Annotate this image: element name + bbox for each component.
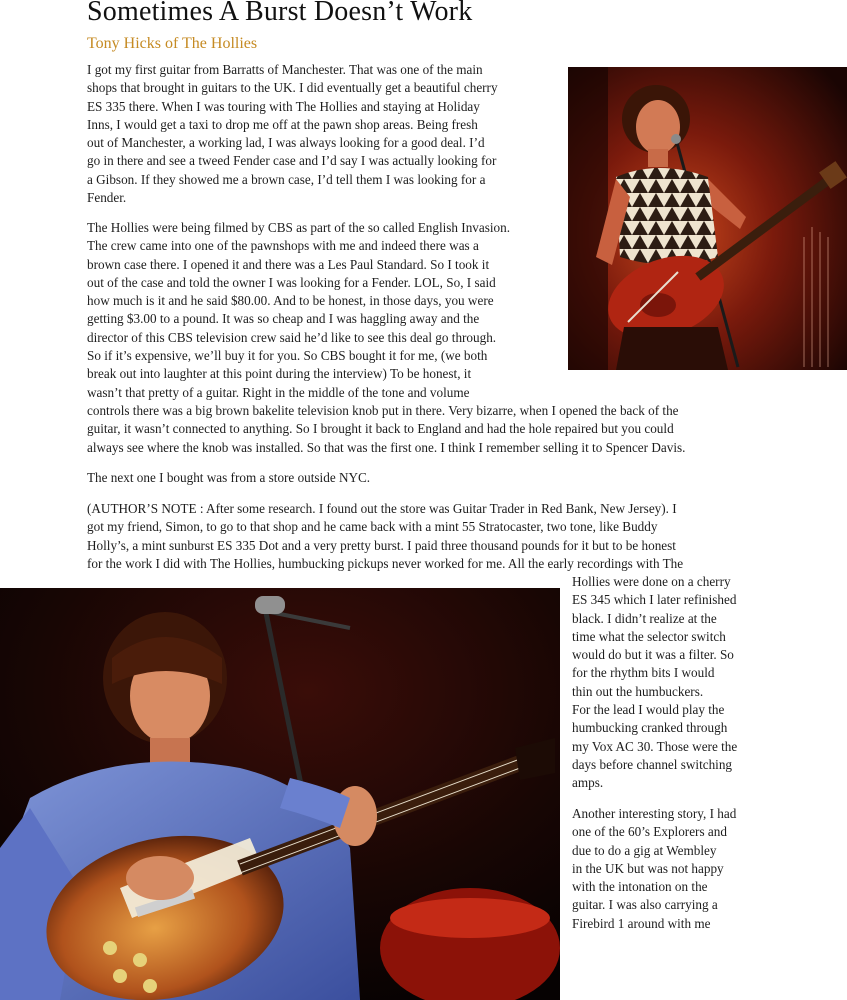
text-line: getting $3.00 to a pound. It was so cheap and I was haggling away and the [87, 311, 480, 327]
text-line: shops that brought in guitars to the UK. I did eventually get a beautiful cherry [87, 80, 498, 96]
text-line: one of the 60’s Explorers and [572, 824, 727, 840]
text-line: days before channel switching [572, 756, 733, 772]
text-line: thin out the humbuckers. [572, 683, 704, 699]
text-line: The next one I bought was from a store outside NYC. [87, 470, 371, 485]
text-line: my Vox AC 30. Those were the [572, 738, 738, 754]
photo-performer-red-stage-icon [568, 67, 847, 370]
paragraph-4 [87, 500, 683, 573]
text-line: for the rhythm bits I would [572, 665, 715, 681]
text-line: always see where the knob was installed. So that was the first one. I think I remember selling it to Spencer Davis. [87, 439, 686, 455]
paragraph-6 [572, 805, 736, 933]
text-line: how much is it and he said $80.00. And to be honest, in those days, you were [87, 293, 494, 309]
text-line: go in there and see a tweed Fender case and I’d say I was actually looking for [87, 153, 497, 169]
text-line: break out into laughter at this point during the interview) To be honest, it [87, 366, 472, 382]
text-line: guitar, it wasn’t connected to anything. So I brought it back to England and had the hole repaired but you could [87, 421, 674, 437]
text-line: director of this CBS television crew said he’d like to see this deal go through. [87, 329, 497, 345]
text-line: amps. [572, 775, 604, 791]
text-line: The crew came into one of the pawnshops with me and indeed there was a [87, 238, 479, 254]
text-line: Another interesting story, I had [572, 806, 737, 821]
text-line: in the UK but was not happy [572, 860, 724, 876]
text-line: guitar. I was also carrying a [572, 897, 718, 913]
text-line: out of Manchester, a working lad, I was always looking for a good deal. I’d [87, 135, 485, 151]
text-line: with the intonation on the [572, 879, 708, 895]
bottom-photo [0, 588, 560, 1000]
text-line: humbucking cranked through [572, 720, 728, 736]
text-line: I got my first guitar from Barratts of Manchester. That was one of the main [87, 62, 483, 77]
text-line: for the work I did with The Hollies, humbucking pickups never worked for me. All the early recordings with The [87, 555, 684, 571]
text-line: Inns, I would get a taxi to drop me off at the pawn shop areas. Being fresh [87, 116, 478, 132]
text-line: time what the selector switch [572, 628, 726, 644]
photo-performer-les-paul-icon [0, 588, 560, 1000]
text-line: ES 335 there. When I was touring with The Hollies and staying at Holiday [87, 98, 480, 114]
paragraph-3 [87, 469, 370, 487]
text-line: black. I didn’t realize at the [572, 610, 717, 626]
paragraph-1 [87, 61, 498, 207]
text-line: brown case there. I opened it and there was a Les Paul Standard. So I took it [87, 256, 490, 272]
text-line: Holly’s, a mint sunburst ES 335 Dot and a very pretty burst. I paid three thousand pounds for it but to be honest [87, 537, 676, 553]
text-line: So if it’s expensive, we’ll buy it for you. So CBS bought it for me, (we both [87, 348, 488, 364]
text-line: ES 345 which I later refinished [572, 592, 737, 608]
text-line: The Hollies were being filmed by CBS as part of the so called English Invasion. [87, 220, 511, 235]
text-line: out of the case and told the owner I was looking for a Fender. LOL, So, I said [87, 274, 496, 290]
article-title: Sometimes A Burst Doesn’t Work [87, 0, 473, 27]
text-line: Firebird 1 around with me [572, 915, 711, 931]
text-line: Fender. [87, 190, 127, 206]
text-line: got my friend, Simon, to go to that shop and he came back with a mint 55 Stratocaster, two tone, like Buddy [87, 519, 658, 535]
text-line: controls there was a big brown bakelite television knob put in there. Very bizarre, when I opened the back of the [87, 402, 679, 418]
text-line: would do but it was a filter. So [572, 647, 734, 663]
text-line: For the lead I would play the [572, 702, 725, 718]
article-byline: Tony Hicks of The Hollies [87, 35, 258, 52]
text-line: (AUTHOR’S NOTE : After some research. I found out the store was Guitar Trader in Red Bank, New Jersey). I [87, 501, 677, 516]
text-line: Hollies were done on a cherry [572, 574, 731, 589]
top-photo [568, 67, 847, 370]
text-line: a Gibson. If they showed me a brown case, I’d tell them I was looking for a [87, 171, 486, 187]
text-line: wasn’t that pretty of a guitar. Right in the middle of the tone and volume [87, 384, 470, 400]
text-line: due to do a gig at Wembley [572, 842, 717, 858]
paragraph-5 [572, 573, 737, 793]
